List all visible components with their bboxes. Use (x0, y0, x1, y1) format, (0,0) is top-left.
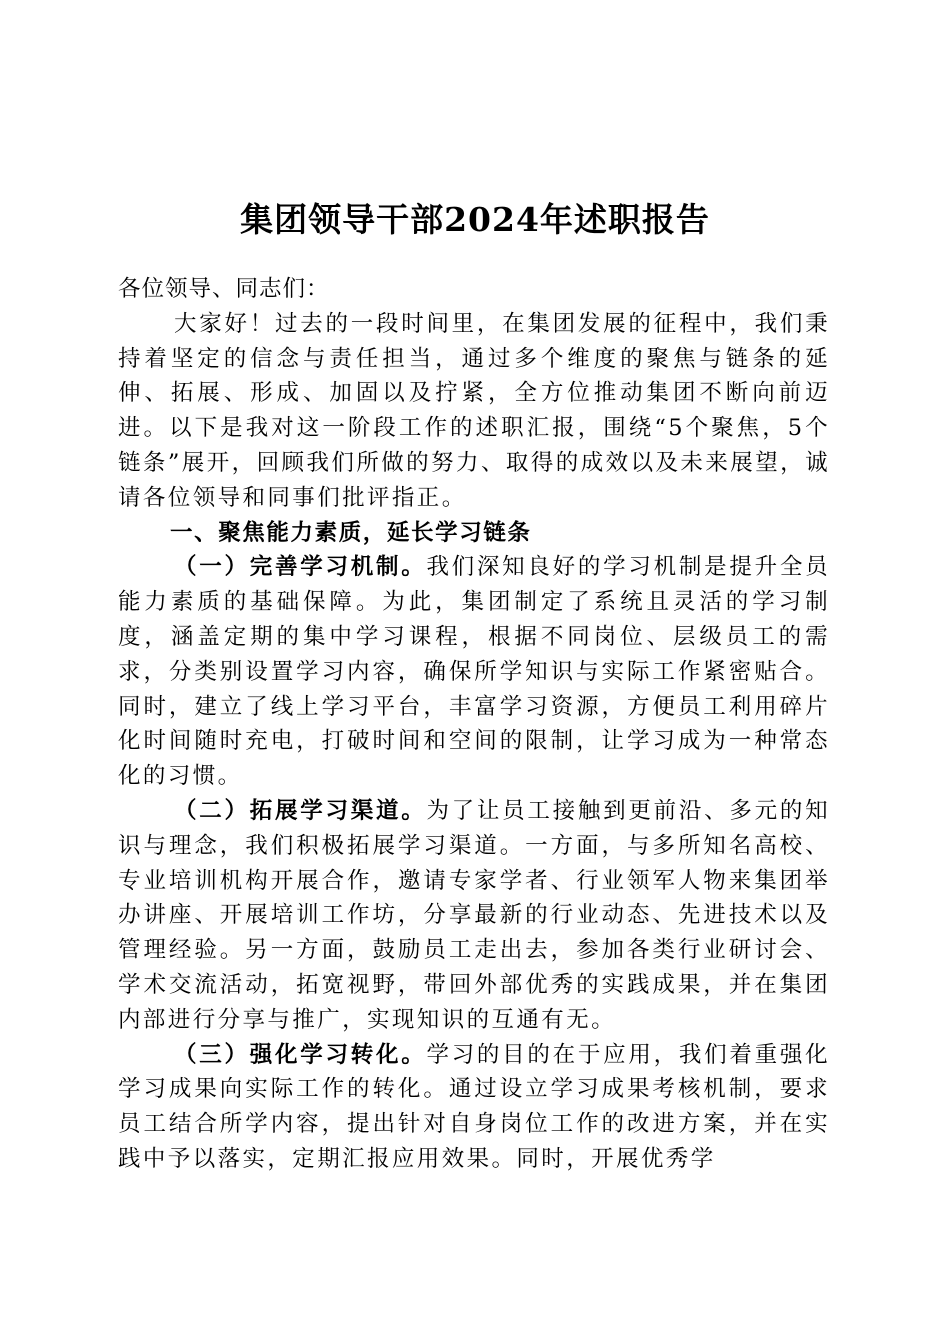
paragraph-item-1 (118, 550, 830, 794)
item-lead: （一）完善学习机制。 (174, 554, 427, 581)
greeting: 各位领导、同志们： (118, 276, 330, 302)
item-text: 为了让员工接触到更前沿、多元的知识与理念，我们积极拓展学习渠道。一方面，与多所知名高校、专业培训机构开展合作，邀请专家学者、行业领军人物来集团举办讲座、开展培训工作坊，分享最新的行业动态、先进技术以及管理经验。另一方面，鼓励员工走出去，参加各类行业研讨会、学术交流活动，拓宽视野，带回外部优秀的实践成果，并在集团内部进行分享与推广，实现知识的互通有无。 (118, 797, 830, 1033)
item-lead: （三）强化学习转化。 (174, 1041, 427, 1068)
intro-paragraph: 大家好！过去的一段时间里，在集团发展的征程中，我们秉持着坚定的信念与责任担当，通过多个维度的聚焦与链条的延伸、拓展、形成、加固以及拧紧，全方位推动集团不断向前迈进。以下是我对这一阶段工作的述职汇报，围绕“5个聚焦，5个链条”展开，回顾我们所做的努力、取得的成效以及未来展望，诚请各位领导和同事们批评指正。 (118, 310, 830, 511)
item-text: 学习的目的在于应用，我们着重强化学习成果向实际工作的转化。通过设立学习成果考核机制，要求员工结合所学内容，提出针对自身岗位工作的改进方案，并在实践中予以落实，定期汇报应用效果。同时，开展优秀学 (118, 1041, 830, 1172)
item-text: 我们深知良好的学习机制是提升全员能力素质的基础保障。为此，集团制定了系统且灵活的学习制度，涵盖定期的集中学习课程，根据不同岗位、层级员工的需求，分类别设置学习内容，确保所学知识与实际工作紧密贴合。同时，建立了线上学习平台，丰富学习资源，方便员工利用碎片化时间随时充电，打破时间和空间的限制，让学习成为一种常态化的习惯。 (118, 554, 830, 790)
document-title: 集团领导干部2024年述职报告 (240, 200, 710, 239)
paragraph-item-3 (118, 1038, 830, 1177)
section-heading: 一、聚焦能力素质，延长学习链条 (170, 519, 532, 546)
item-lead: （二）拓展学习渠道。 (174, 797, 427, 824)
document-body (118, 272, 830, 1177)
paragraph-item-2 (118, 794, 830, 1038)
